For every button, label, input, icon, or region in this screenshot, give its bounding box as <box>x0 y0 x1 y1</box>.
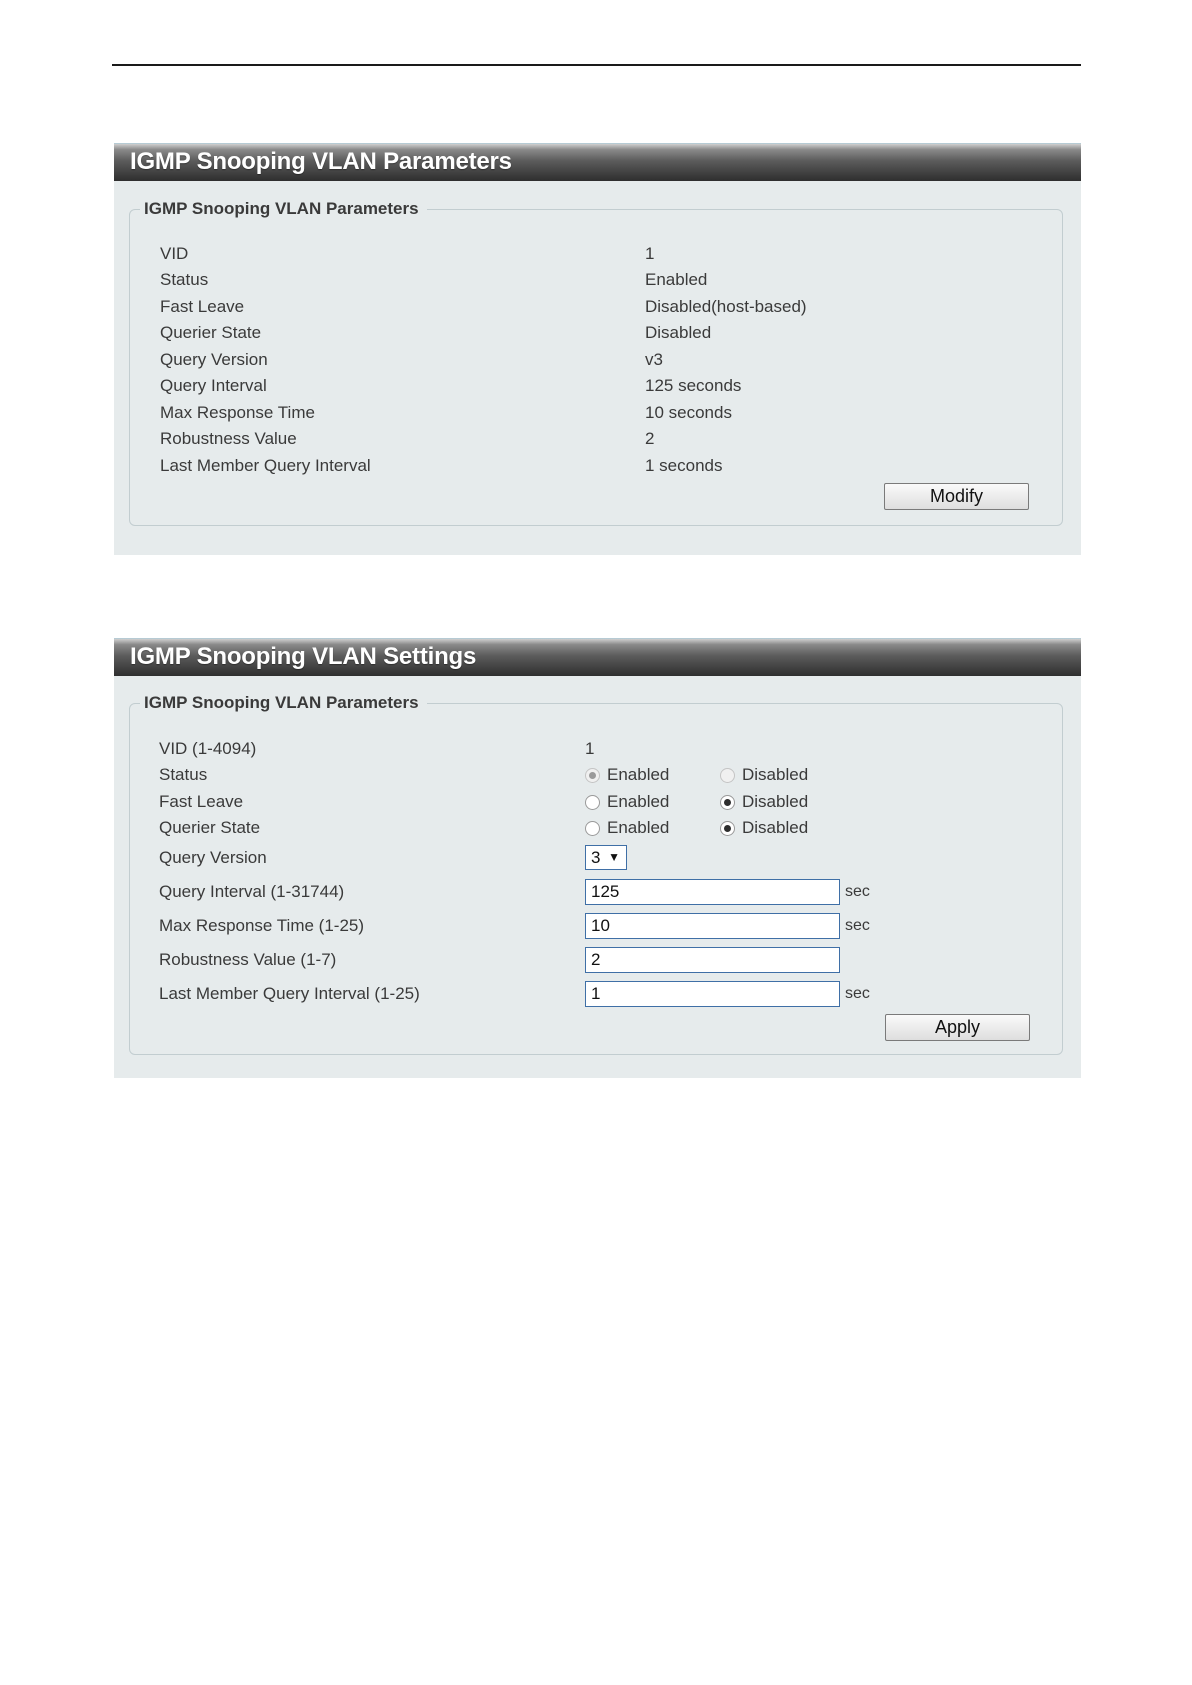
vlan-settings-legend: IGMP Snooping VLAN Parameters <box>140 693 427 713</box>
fast-leave-enabled-label: Enabled <box>607 792 670 811</box>
fast-leave-disabled-radio[interactable] <box>720 792 808 812</box>
param-value-robustness-value: 2 <box>645 429 655 448</box>
fast-leave-disabled-radio-circle[interactable] <box>720 795 735 810</box>
param-label-vid: VID <box>160 244 189 263</box>
query-version-selected-value: 3 <box>591 848 601 867</box>
param-value-fast-leave: Disabled(host-based) <box>645 297 807 316</box>
last-member-query-interval-unit: sec <box>845 985 870 1002</box>
querier-state-label: Querier State <box>159 818 261 837</box>
vid-value: 1 <box>585 739 595 758</box>
fast-leave-enabled-radio[interactable] <box>585 792 669 812</box>
status-enabled-radio <box>585 765 669 785</box>
status-enabled-label: Enabled <box>607 765 670 784</box>
vlan-parameters-header <box>114 143 1081 181</box>
query-interval-unit: sec <box>845 883 870 900</box>
param-label-query-version: Query Version <box>160 350 268 369</box>
param-value-max-response-time: 10 seconds <box>645 403 732 422</box>
querier-state-enabled-label: Enabled <box>607 818 670 837</box>
vlan-parameters-fieldset <box>129 199 1063 526</box>
max-response-time-unit: sec <box>845 917 870 934</box>
querier-state-enabled-radio[interactable] <box>585 818 669 838</box>
query-version-select[interactable] <box>585 845 627 870</box>
param-label-max-response-time: Max Response Time <box>160 403 315 422</box>
status-disabled-label: Disabled <box>742 765 809 784</box>
param-value-status: Enabled <box>645 270 708 289</box>
status-enabled-radio-circle <box>585 768 600 783</box>
vlan-parameters-legend: IGMP Snooping VLAN Parameters <box>140 199 427 219</box>
param-label-last-member-query-interval: Last Member Query Interval <box>160 456 371 475</box>
apply-button[interactable]: Apply <box>885 1014 1030 1041</box>
querier-state-disabled-label: Disabled <box>742 818 809 837</box>
param-label-fast-leave: Fast Leave <box>160 297 245 316</box>
param-label-robustness-value: Robustness Value <box>160 429 297 448</box>
chevron-down-icon: ▼ <box>608 850 620 864</box>
param-value-querier-state: Disabled <box>645 323 712 342</box>
param-label-querier-state: Querier State <box>160 323 262 342</box>
vlan-settings-title: IGMP Snooping VLAN Settings <box>130 643 477 670</box>
modify-button[interactable]: Modify <box>884 483 1029 510</box>
robustness-value-label: Robustness Value (1-7) <box>159 950 337 969</box>
robustness-value-input[interactable] <box>585 947 840 973</box>
query-interval-label: Query Interval (1-31744) <box>159 882 345 901</box>
status-label: Status <box>159 765 208 784</box>
max-response-time-label: Max Response Time (1-25) <box>159 916 365 935</box>
last-member-query-interval-input[interactable] <box>585 981 840 1007</box>
querier-state-disabled-radio-circle[interactable] <box>720 821 735 836</box>
status-disabled-radio-circle <box>720 768 735 783</box>
max-response-time-input[interactable] <box>585 913 840 939</box>
querier-state-disabled-radio[interactable] <box>720 818 808 838</box>
vlan-parameters-panel <box>114 143 1081 555</box>
page-top-rule <box>112 64 1081 66</box>
param-value-query-interval: 125 seconds <box>645 376 742 395</box>
param-value-vid: 1 <box>645 244 655 263</box>
fast-leave-label: Fast Leave <box>159 792 244 811</box>
last-member-query-interval-label: Last Member Query Interval (1-25) <box>159 984 420 1003</box>
param-label-status: Status <box>160 270 209 289</box>
param-value-last-member-query-interval: 1 seconds <box>645 456 723 475</box>
fast-leave-disabled-label: Disabled <box>742 792 809 811</box>
fast-leave-enabled-radio-circle[interactable] <box>585 795 600 810</box>
vlan-settings-fieldset <box>129 693 1063 1055</box>
query-interval-input[interactable] <box>585 879 840 905</box>
vlan-settings-header <box>114 638 1081 676</box>
vlan-parameters-title: IGMP Snooping VLAN Parameters <box>130 148 512 175</box>
querier-state-enabled-radio-circle[interactable] <box>585 821 600 836</box>
param-value-query-version: v3 <box>645 350 663 369</box>
vlan-settings-panel <box>114 638 1081 1078</box>
query-version-label: Query Version <box>159 848 267 867</box>
param-label-query-interval: Query Interval <box>160 376 267 395</box>
vid-label: VID (1-4094) <box>159 739 257 758</box>
status-disabled-radio <box>720 765 808 785</box>
